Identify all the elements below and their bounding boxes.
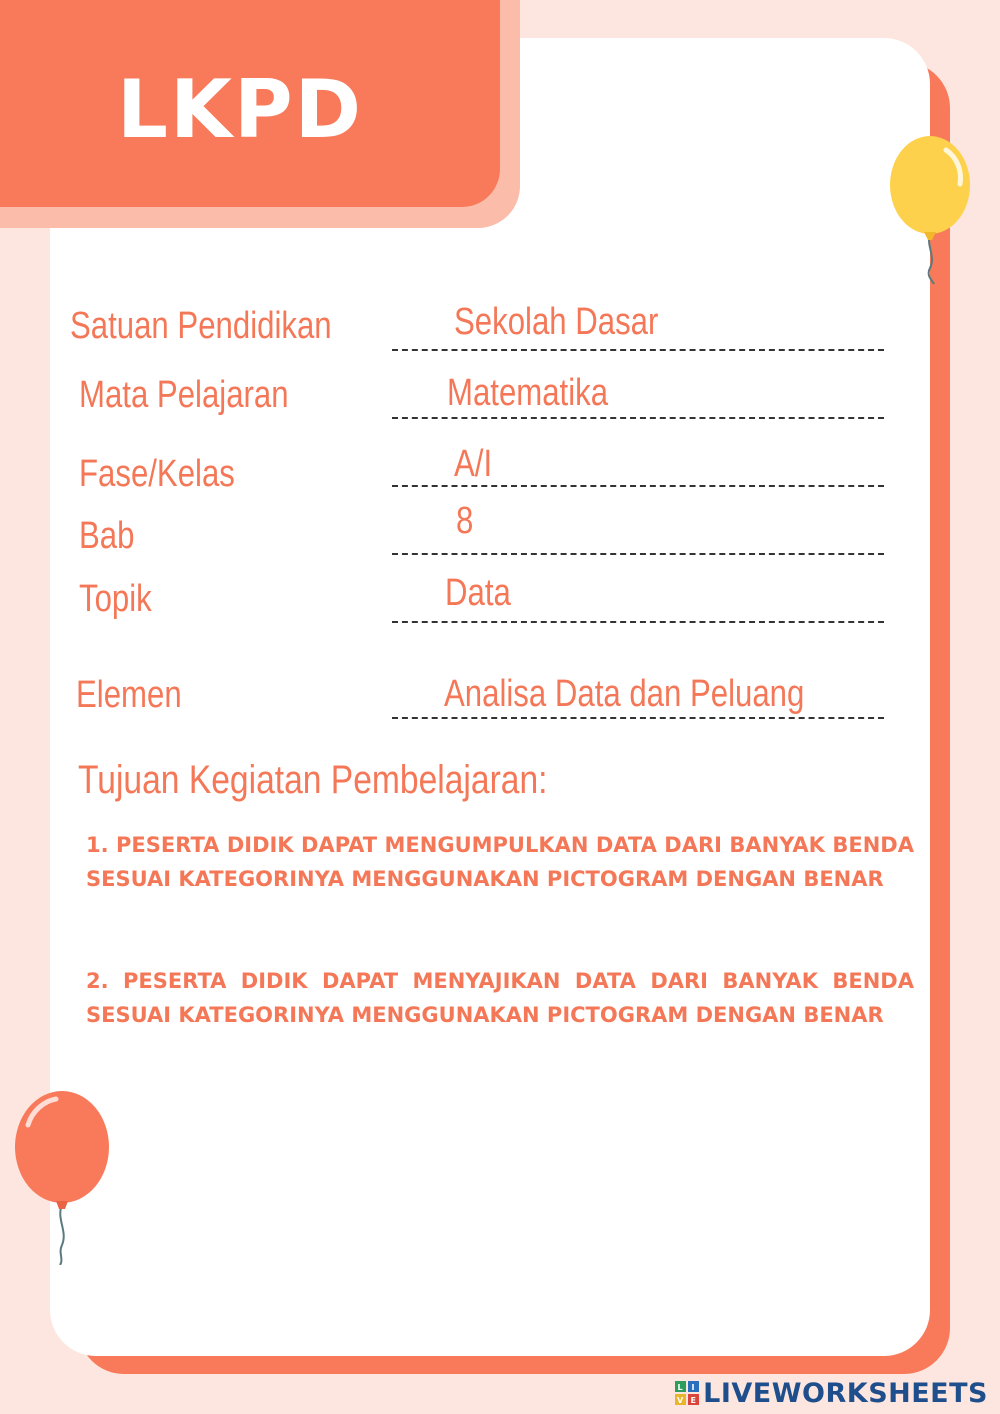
logo-letter-v: V — [677, 1396, 684, 1405]
field-line-mapel — [392, 417, 884, 419]
field-label-satuan: Satuan Pendidikan — [70, 305, 332, 347]
yellow-balloon-icon — [886, 130, 976, 285]
logo-letter-l: L — [677, 1383, 683, 1392]
liveworksheets-logo-icon — [675, 1381, 699, 1405]
header-tab — [0, 0, 500, 207]
field-value-fase[interactable]: A/I — [454, 443, 493, 485]
field-line-elemen — [392, 717, 884, 719]
field-label-elemen: Elemen — [76, 674, 182, 716]
field-value-mapel[interactable]: Matematika — [447, 372, 609, 414]
field-value-bab[interactable]: 8 — [456, 500, 474, 542]
field-line-satuan — [392, 349, 884, 351]
objective-item-2: 2. PESERTA DIDIK DAPAT MENYAJIKAN DATA DARI BANYAK BENDA SESUAI KATEGORINYA MENGGUNAKAN PICTOGRAM DENGAN BENAR — [86, 969, 914, 1027]
field-line-bab — [392, 553, 884, 555]
field-label-topik: Topik — [79, 578, 152, 620]
orange-balloon-icon — [10, 1085, 115, 1265]
logo-letter-e: E — [690, 1396, 697, 1405]
page-title: LKPD — [116, 63, 363, 156]
field-line-fase — [392, 485, 884, 487]
field-label-mapel: Mata Pelajaran — [79, 374, 289, 416]
field-label-fase: Fase/Kelas — [79, 453, 235, 495]
field-value-topik[interactable]: Data — [445, 572, 511, 614]
logo-letter-i: I — [691, 1383, 695, 1392]
objective-item-1: 1. PESERTA DIDIK DAPAT MENGUMPULKAN DATA DARI BANYAK BENDA SESUAI KATEGORINYA MENGGUNAKAN PICTOGRAM DENGAN BENAR — [86, 833, 914, 891]
objectives-heading: Tujuan Kegiatan Pembelajaran: — [78, 758, 548, 802]
field-value-elemen[interactable]: Analisa Data dan Peluang — [444, 673, 805, 715]
field-value-satuan[interactable]: Sekolah Dasar — [454, 301, 659, 343]
footer-brand-text[interactable]: LIVEWORKSHEETS — [703, 1377, 988, 1409]
footer-brand — [675, 1378, 988, 1408]
field-line-topik — [392, 621, 884, 623]
field-label-bab: Bab — [79, 515, 135, 557]
